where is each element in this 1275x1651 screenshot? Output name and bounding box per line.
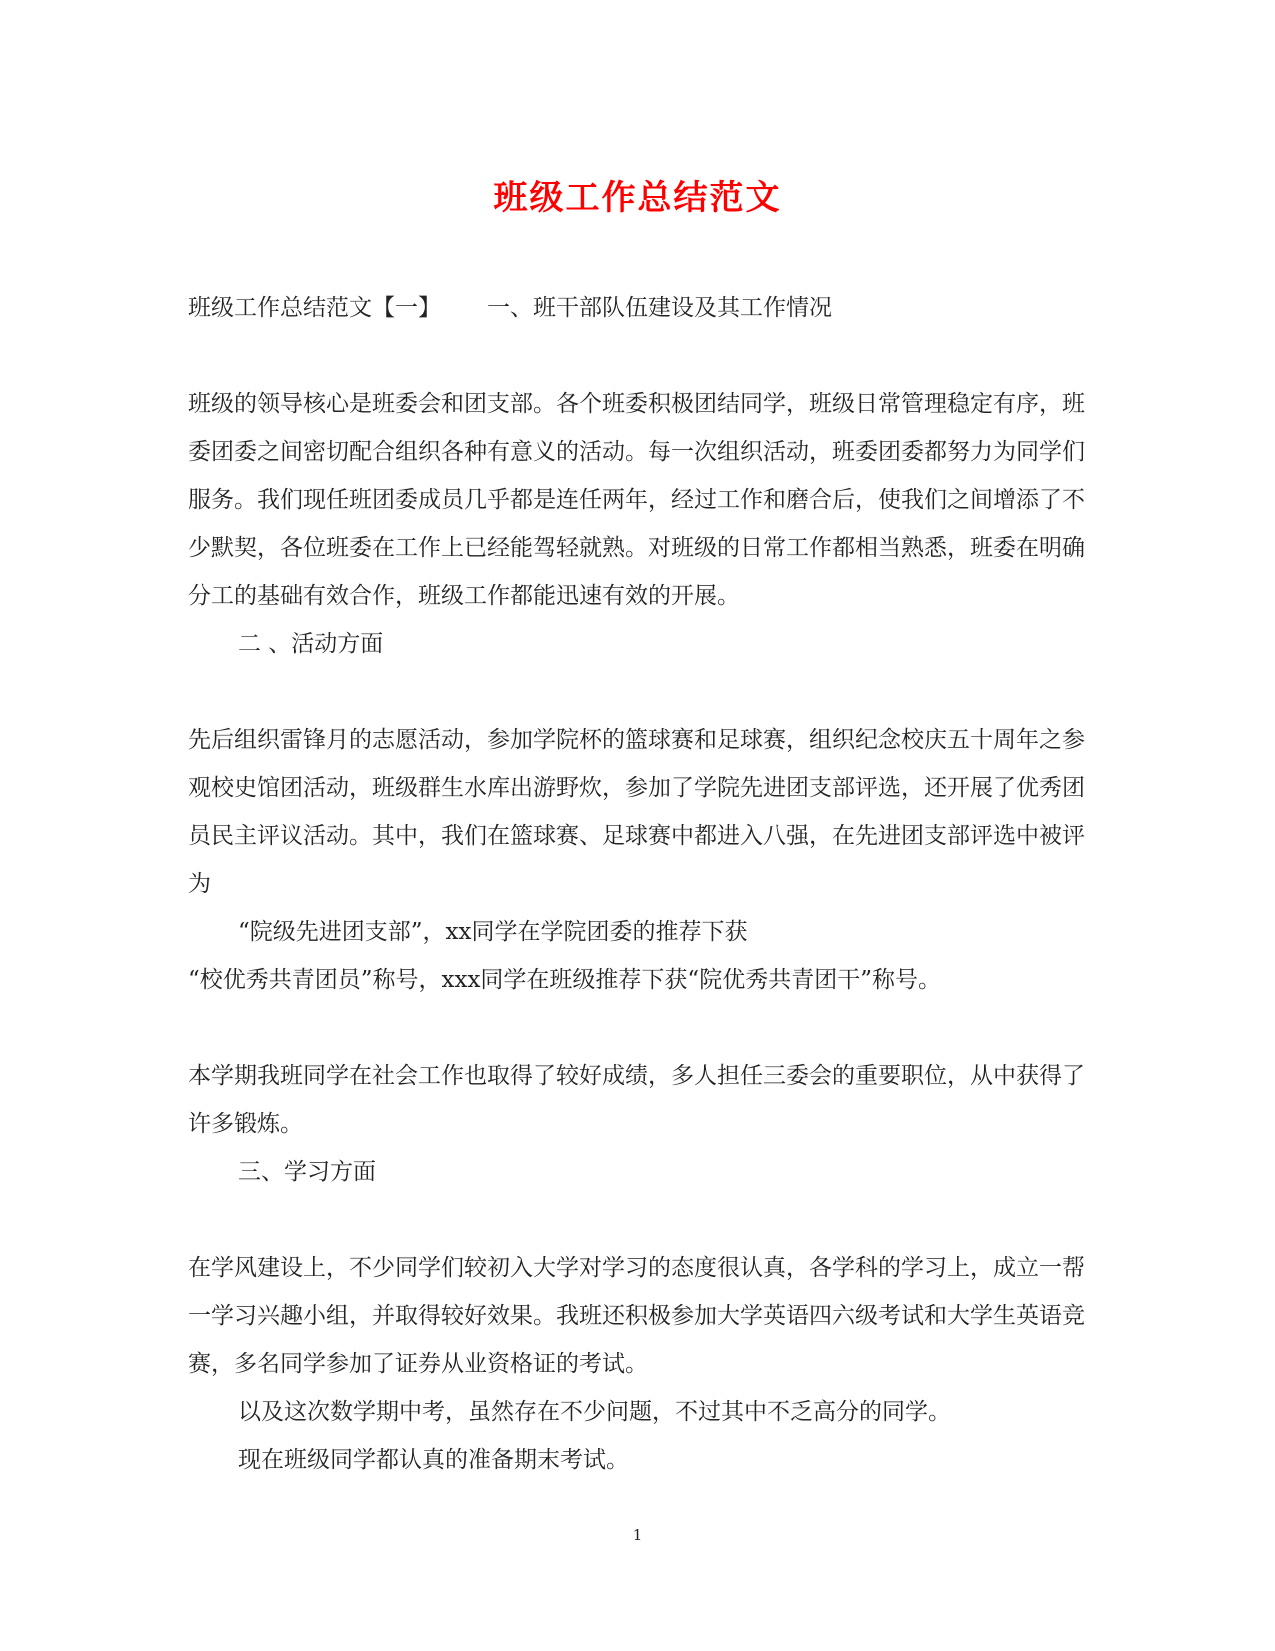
intro-label: 班级工作总结范文【一】 [188, 295, 441, 321]
section-heading-2: 二 、活动方面 [238, 631, 384, 657]
section-heading-3: 三、学习方面 [238, 1159, 376, 1185]
paragraph-class-leadership: 班级的领导核心是班委会和团支部。各个班委积极团结同学，班级日常管理稳定有序，班委团委之间密切配合组织各种有意义的活动。每一次组织活动，班委团委都努力为同学们服务。我们现任班团委成员几乎都是连任两年，经过工作和磨合后，使我们之间增添了不少默契，各位班委在工作上已经能驾轻就熟。对班级的日常工作都相当熟悉，班委在明确分工的基础有效合作，班级工作都能迅速有效的开展。 [188, 391, 1085, 609]
document-body [188, 284, 1088, 1484]
page-number: 1 [632, 1526, 643, 1544]
paragraph-final-exam: 现在班级同学都认真的准备期末考试。 [238, 1447, 629, 1473]
paragraph-award-branch: “院级先进团支部”，xx同学在学院团委的推荐下获 [238, 919, 748, 945]
paragraph-social-work: 本学期我班同学在社会工作也取得了较好成绩，多人担任三委会的重要职位，从中获得了许多锻炼。 [188, 1063, 1085, 1137]
paragraph-study-style: 在学风建设上，不少同学们较初入大学对学习的态度很认真，各学科的学习上，成立一帮一学习兴趣小组，并取得较好效果。我班还积极参加大学英语四六级考试和大学生英语竞赛，多名同学参加了证券从业资格证的考试。 [188, 1255, 1085, 1377]
document-title: 班级工作总结范文 [493, 178, 782, 218]
paragraph-activities: 先后组织雷锋月的志愿活动，参加学院杯的篮球赛和足球赛，组织纪念校庆五十周年之参观校史馆团活动，班级群生水库出游野炊，参加了学院先进团支部评选，还开展了优秀团员民主评议活动。其中，我们在篮球赛、足球赛中都进入八强，在先进团支部评选中被评为 [188, 727, 1085, 897]
section-heading-1: 一、班干部队伍建设及其工作情况 [487, 295, 832, 321]
paragraph-midterm: 以及这次数学期中考，虽然存在不少问题，不过其中不乏高分的同学。 [238, 1399, 951, 1425]
paragraph-award-titles: “校优秀共青团员”称号，xxx同学在班级推荐下获“院优秀共青团干”称号。 [188, 967, 941, 993]
intro-line [188, 284, 1088, 332]
